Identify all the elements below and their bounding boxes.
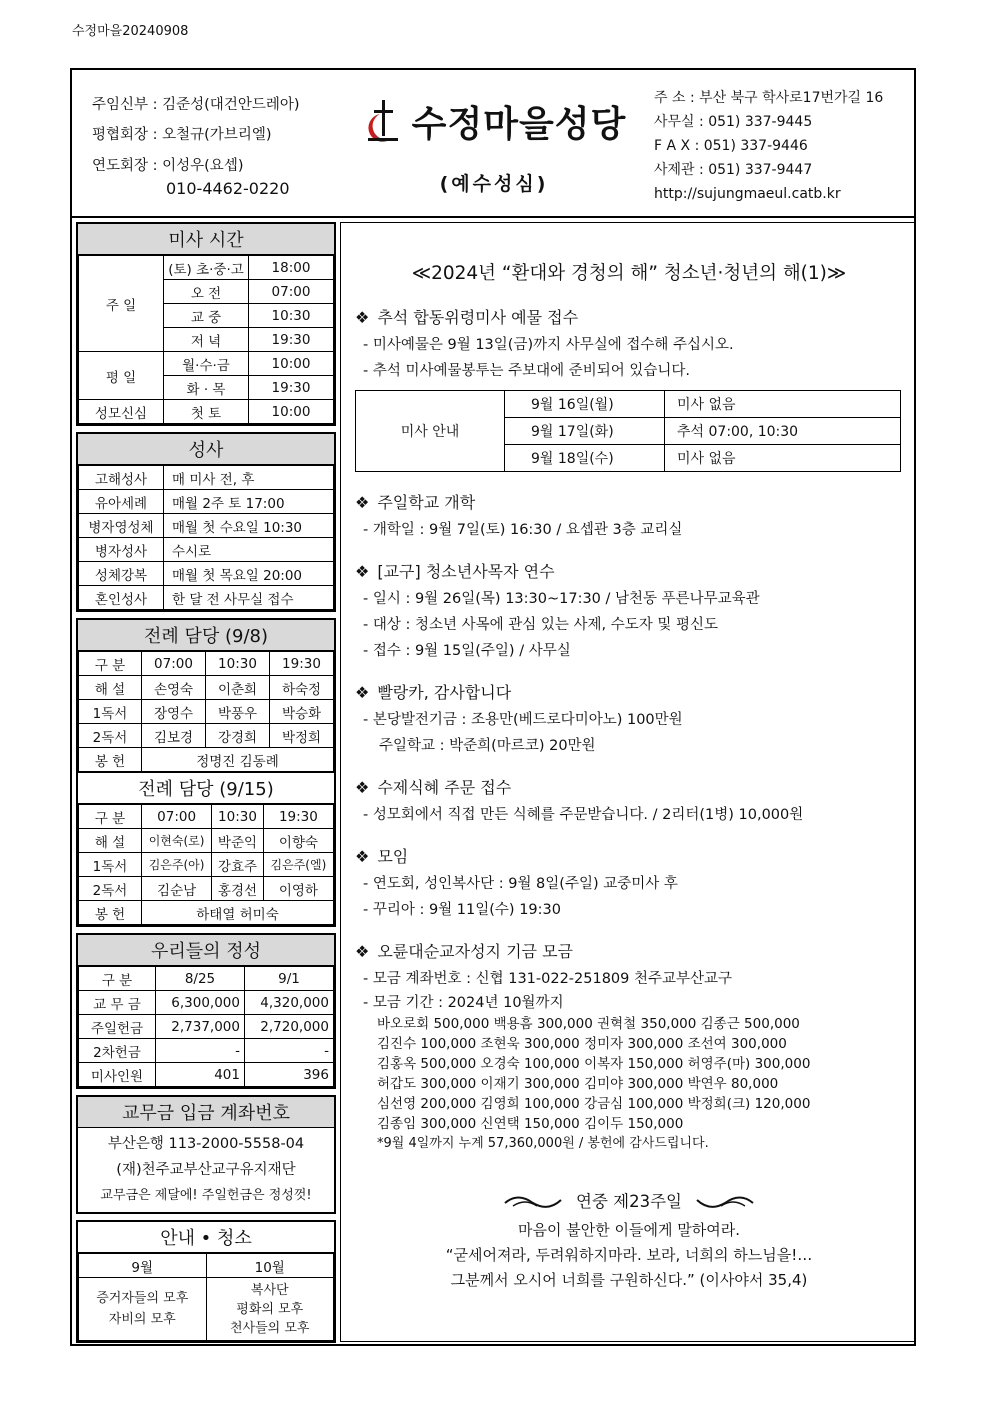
liturgy-person: 박정희 xyxy=(270,724,334,748)
mass-info-value: 추석 07:00, 10:30 xyxy=(665,418,901,445)
liturgy-role: 봉 헌 xyxy=(79,748,142,772)
notices-panel xyxy=(340,222,916,1342)
fax: F A X : 051) 337-9446 xyxy=(654,138,808,154)
notice-line: - 꾸리아 : 9월 11일(수) 19:30 xyxy=(363,902,561,918)
notice-title: ❖ 오륜대순교자성지 기금 모금 xyxy=(355,942,573,961)
mass-info-label: 미사 안내 xyxy=(356,391,505,472)
liturgy-role: 해 설 xyxy=(79,676,142,700)
notice-title: ❖ 추석 합동위령미사 예물 접수 xyxy=(355,308,579,327)
cleaning-group: 평화의 모후 xyxy=(236,1301,304,1317)
council-president: 평협회장 : 오철규(가브리엘) xyxy=(92,127,272,143)
liturgy-person: 강경희 xyxy=(206,724,270,748)
liturgy-person: 강효주 xyxy=(212,853,264,877)
liturgy-head: 07:00 xyxy=(142,805,212,829)
mass-time: 07:00 xyxy=(249,280,334,304)
liturgy-person: 이영하 xyxy=(263,877,333,901)
liturgy-person: 박준익 xyxy=(212,829,264,853)
donor-line: 김진수 100,000 조현욱 300,000 정미자 300,000 조선여 300,000 xyxy=(377,1036,787,1052)
offering-value: - xyxy=(156,1039,245,1063)
offering-label: 교 무 금 xyxy=(79,991,156,1015)
liturgy-role: 1독서 xyxy=(79,853,142,877)
liturgy2-table xyxy=(78,804,334,925)
liturgy-head: 구 분 xyxy=(79,652,142,676)
mass-name: (토) 초·중·고 xyxy=(164,256,249,280)
offering-value: 401 xyxy=(156,1063,245,1087)
parish-brand xyxy=(344,96,644,196)
cleaning-box xyxy=(76,1220,336,1343)
diamond-bullet-icon: ❖ xyxy=(355,562,370,581)
notice-line: - 일시 : 9월 26일(목) 13:30~17:30 / 남천동 푸른나무교육관 xyxy=(363,591,760,607)
liturgy-head: 19:30 xyxy=(263,805,333,829)
offering-label: 2차헌금 xyxy=(79,1039,156,1063)
account-box xyxy=(76,1095,336,1214)
liturgy-head: 구 분 xyxy=(79,805,142,829)
liturgy-person: 이현숙(로) xyxy=(142,829,212,853)
offering-value: 396 xyxy=(245,1063,334,1087)
ornament-left-icon xyxy=(503,1194,563,1212)
rectory-phone: 사제관 : 051) 337-9447 xyxy=(654,162,813,178)
donor-line: 바오로회 500,000 백용흠 300,000 권혁철 350,000 김종근 500,000 xyxy=(377,1016,800,1032)
notice-title: ❖ 주일학교 개학 xyxy=(355,493,476,512)
account-bank: 부산은행 113-2000-5558-04 xyxy=(107,1136,305,1152)
mass-name: 월·수·금 xyxy=(164,352,249,376)
sacrament-value: 매월 첫 목요일 20:00 xyxy=(164,562,334,586)
weekday-label: 평 일 xyxy=(79,352,164,400)
notices-title: ≪2024년 “환대와 경청의 해” 청소년·청년의 해(1)≫ xyxy=(411,263,847,284)
liturgy-person: 김순남 xyxy=(142,877,212,901)
sacrament-value: 한 달 전 사무실 접수 xyxy=(164,586,334,610)
left-column xyxy=(76,222,336,1349)
parish-logo-icon xyxy=(362,98,406,146)
cleaning-title: 안내 • 청소 xyxy=(78,1222,334,1253)
scripture-verse xyxy=(355,1218,903,1293)
notice-line: - 성모회에서 직접 만든 식혜를 주문받습니다. / 2리터(1병) 10,000원 xyxy=(363,807,804,823)
donor-line: 허갑도 300,000 이재기 300,000 김미야 300,000 박연우 80,000 xyxy=(377,1076,779,1092)
sunday-heading xyxy=(355,1188,903,1212)
sacrament-name: 병자영성체 xyxy=(79,514,164,538)
offering-head: 구 분 xyxy=(79,967,156,991)
offering-value: 6,300,000 xyxy=(156,991,245,1015)
notice-line: - 대상 : 청소년 사목에 관심 있는 사제, 수도자 및 평신도 xyxy=(363,617,718,633)
mass-info-date: 9월 17일(화) xyxy=(505,418,665,445)
notice-line: - 모금 기간 : 2024년 10월까지 xyxy=(363,995,564,1011)
mass-info-value: 미사 없음 xyxy=(665,445,901,472)
cleaning-group: 자비의 모후 xyxy=(108,1312,176,1327)
donor-line: 김홍옥 500,000 오경숙 100,000 이복자 150,000 허영주(마) 300,000 xyxy=(377,1056,811,1072)
cleaning-month: 10월 xyxy=(206,1254,334,1278)
liturgy-role: 해 설 xyxy=(79,829,142,853)
diamond-bullet-icon: ❖ xyxy=(355,493,370,512)
notice-title: ❖ 빨랑카, 감사합니다 xyxy=(355,683,512,702)
mass-times-title: 미사 시간 xyxy=(78,224,334,255)
liturgy1-table xyxy=(78,651,334,772)
offerings-box xyxy=(76,933,336,1089)
mass-info-date: 9월 18일(수) xyxy=(505,445,665,472)
liturgy-person: 박승화 xyxy=(270,700,334,724)
liturgy-person: 손영숙 xyxy=(142,676,206,700)
account-note: 교무금은 제달에! 주일헌금은 정성껏! xyxy=(100,1188,312,1203)
liturgy-person: 하숙정 xyxy=(270,676,334,700)
liturgy-role: 2독서 xyxy=(79,877,142,901)
sacraments-box xyxy=(76,432,336,612)
liturgy-box xyxy=(76,618,336,927)
ornament-right-icon xyxy=(695,1194,755,1212)
liturgy-offer: 하태열 허미숙 xyxy=(142,901,334,925)
liturgy-person: 김은주(아) xyxy=(142,853,212,877)
offering-head: 9/1 xyxy=(245,967,334,991)
mass-time: 10:30 xyxy=(249,304,334,328)
sacrament-name: 유아세례 xyxy=(79,490,164,514)
notice-title: ❖ 수제식혜 주문 접수 xyxy=(355,778,512,797)
sacrament-value: 매월 첫 수요일 10:30 xyxy=(164,514,334,538)
sacraments-title: 성사 xyxy=(78,434,334,465)
sacrament-value: 매월 2주 토 17:00 xyxy=(164,490,334,514)
mass-name: 저 녁 xyxy=(164,328,249,352)
liturgy-offer: 정명진 김동례 xyxy=(142,748,334,772)
mass-info-date: 9월 16일(월) xyxy=(505,391,665,418)
offering-value: 2,737,000 xyxy=(156,1015,245,1039)
sacraments-table xyxy=(78,465,334,610)
notice-title: ❖ 모임 xyxy=(355,847,409,866)
sacrament-value: 매 미사 전, 후 xyxy=(164,466,334,490)
liturgy-head: 07:00 xyxy=(142,652,206,676)
liturgy-role: 1독서 xyxy=(79,700,142,724)
sacrament-name: 고해성사 xyxy=(79,466,164,490)
document-id: 수정마을20240908 xyxy=(72,24,189,39)
pastor: 주임신부 : 김준성(대건안드레아) xyxy=(92,97,300,113)
liturgy2-title: 전례 담당 (9/15) xyxy=(78,772,334,804)
offering-value: 4,320,000 xyxy=(245,991,334,1015)
mass-times-box xyxy=(76,222,336,426)
mass-info-table xyxy=(355,390,901,472)
mass-time: 19:30 xyxy=(249,328,334,352)
cleaning-table xyxy=(78,1253,334,1341)
cleaning-group: 증거자들의 모후 xyxy=(96,1291,189,1306)
liturgy1-title: 전례 담당 (9/8) xyxy=(78,620,334,651)
liturgy-head: 19:30 xyxy=(270,652,334,676)
union-phone: 010-4462-0220 xyxy=(166,179,290,198)
liturgy-head: 10:30 xyxy=(206,652,270,676)
notice-line: - 추석 미사예물봉투는 주보대에 준비되어 있습니다. xyxy=(363,363,691,379)
mass-info-value: 미사 없음 xyxy=(665,391,901,418)
diamond-bullet-icon: ❖ xyxy=(355,778,370,797)
cleaning-group: 천사들의 모후 xyxy=(230,1320,310,1336)
offerings-table xyxy=(78,966,334,1087)
account-title: 교무금 입금 계좌번호 xyxy=(78,1097,334,1128)
sacrament-name: 성체강복 xyxy=(79,562,164,586)
sunday-label: 주 일 xyxy=(79,256,164,352)
cleaning-group: 복사단 xyxy=(250,1282,289,1298)
union-president: 연도회장 : 이성우(요셉) xyxy=(92,158,244,174)
mass-name: 화 · 목 xyxy=(164,376,249,400)
mass-time: 19:30 xyxy=(249,376,334,400)
verse-line: 마음이 불안한 이들에게 말하여라. xyxy=(518,1221,740,1239)
offering-label: 미사인원 xyxy=(79,1063,156,1087)
notice-line: - 접수 : 9월 15일(주일) / 사무실 xyxy=(363,643,571,659)
offering-head: 8/25 xyxy=(156,967,245,991)
mass-time: 18:00 xyxy=(249,256,334,280)
notice-line: - 모금 계좌번호 : 신협 131-022-251809 천주교부산교구 xyxy=(363,971,733,987)
liturgy-person: 김은주(엘) xyxy=(263,853,333,877)
diamond-bullet-icon: ❖ xyxy=(355,847,370,866)
header xyxy=(72,70,914,218)
sunday-title: 연중 제23주일 xyxy=(576,1192,682,1211)
diamond-bullet-icon: ❖ xyxy=(355,308,370,327)
donor-total: *9월 4일까지 누계 57,360,000원 / 봉헌에 감사드립니다. xyxy=(377,1136,709,1151)
address: 주 소 : 부산 북구 학사로17번가길 16 xyxy=(654,90,884,106)
sacrament-name: 혼인성사 xyxy=(79,586,164,610)
offering-label: 주일헌금 xyxy=(79,1015,156,1039)
verse-line: “굳세어져라, 두려워하지마라. 보라, 너희의 하느님을!… xyxy=(445,1246,813,1264)
notice-title: ❖ [교구] 청소년사목자 연수 xyxy=(355,562,555,581)
notice-line: 주일학교 : 박준희(마르코) 20만원 xyxy=(379,738,596,754)
mass-name: 첫 토 xyxy=(164,400,249,424)
mass-name: 오 전 xyxy=(164,280,249,304)
website-link[interactable]: http://sujungmaeul.catb.kr xyxy=(654,186,841,202)
offering-value: 2,720,000 xyxy=(245,1015,334,1039)
donor-line: 심선영 200,000 김영희 100,000 강금심 100,000 박정희(크) 120,000 xyxy=(377,1096,811,1112)
mass-time: 10:00 xyxy=(249,400,334,424)
header-right xyxy=(654,86,883,206)
liturgy-person: 박풍우 xyxy=(206,700,270,724)
office-phone: 사무실 : 051) 337-9445 xyxy=(654,114,813,130)
notice-line: - 본당발전기금 : 조용만(베드로다미아노) 100만원 xyxy=(363,712,683,728)
notice-line: - 미사예물은 9월 13일(금)까지 사무실에 접수해 주십시오. xyxy=(363,337,734,353)
bulletin-frame xyxy=(70,68,916,1346)
header-left xyxy=(92,90,300,200)
sacrament-name: 병자성사 xyxy=(79,538,164,562)
parish-motto: (예수성심) xyxy=(439,173,549,195)
liturgy-person: 장영수 xyxy=(142,700,206,724)
mary-label: 성모신심 xyxy=(79,400,164,424)
mass-times-table xyxy=(78,255,334,424)
mass-name: 교 중 xyxy=(164,304,249,328)
sacrament-value: 수시로 xyxy=(164,538,334,562)
liturgy-person: 이향숙 xyxy=(263,829,333,853)
liturgy-person: 홍경선 xyxy=(212,877,264,901)
diamond-bullet-icon: ❖ xyxy=(355,683,370,702)
diamond-bullet-icon: ❖ xyxy=(355,942,370,961)
notice-line: - 연도회, 성인복사단 : 9월 8일(주일) 교중미사 후 xyxy=(363,876,678,892)
verse-line: 그분께서 오시어 너희를 구원하신다.” (이사야서 35,4) xyxy=(450,1271,808,1289)
cleaning-month: 9월 xyxy=(79,1254,207,1278)
donor-line: 김종임 300,000 신연택 150,000 김이두 150,000 xyxy=(377,1116,684,1132)
offering-value: - xyxy=(245,1039,334,1063)
mass-time: 10:00 xyxy=(249,352,334,376)
liturgy-role: 2독서 xyxy=(79,724,142,748)
parish-name: 수정마을성당 xyxy=(411,104,627,145)
liturgy-person: 이춘희 xyxy=(206,676,270,700)
liturgy-head: 10:30 xyxy=(212,805,264,829)
offerings-title: 우리들의 정성 xyxy=(78,935,334,966)
account-holder: (재)천주교부산교구유지재단 xyxy=(116,1162,296,1178)
liturgy-role: 봉 헌 xyxy=(79,901,142,925)
liturgy-person: 김보경 xyxy=(142,724,206,748)
notice-line: - 개학일 : 9월 7일(토) 16:30 / 요셉관 3층 교리실 xyxy=(363,522,683,538)
